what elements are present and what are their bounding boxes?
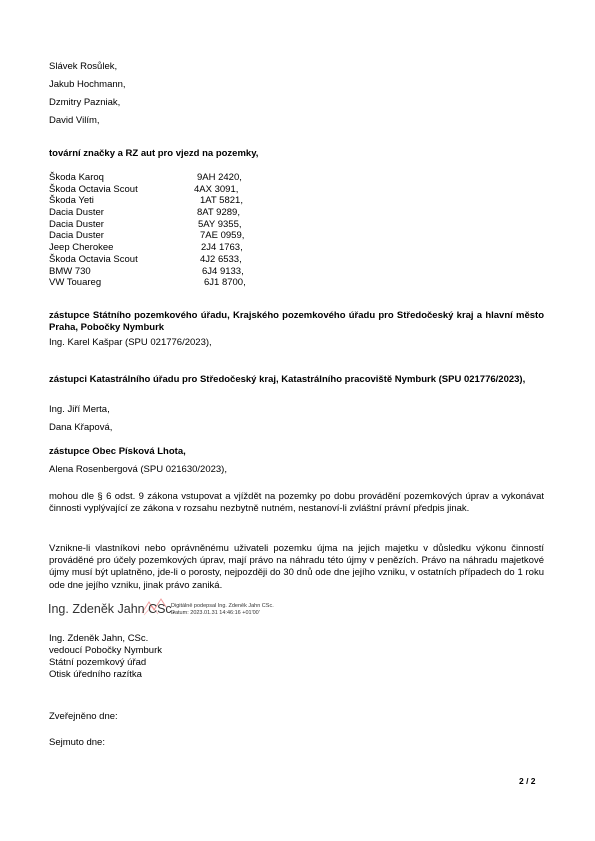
vehicle-plate: 1AT 5821,: [200, 195, 243, 207]
spu-person: Ing. Karel Kašpar (SPU 021776/2023),: [49, 337, 212, 348]
signature-info-line: Datum: 2023.01.31 14:46:16 +01'00': [171, 610, 260, 616]
vehicle-plate: 4AX 3091,: [194, 183, 239, 195]
katastr-person: Ing. Jiří Merta,: [49, 404, 110, 415]
vehicle-plate: 8AT 9289,: [197, 207, 240, 219]
vehicle-plate: 4J2 6533,: [200, 253, 242, 265]
obec-person: Alena Rosenbergová (SPU 021630/2023),: [49, 464, 227, 475]
removed-label: Sejmuto dne:: [49, 737, 105, 748]
vehicle-model: Jeep Cherokee: [49, 242, 114, 254]
vehicle-plate: 6J1 8700,: [204, 277, 246, 289]
vehicle-model: Škoda Karoq: [49, 172, 104, 183]
katastr-heading: zástupci Katastrálního úřadu pro Středočeský kraj, Katastrálního pracoviště Nymburk (SPU 021776/2023),: [49, 374, 526, 385]
spu-heading: zástupce Státního pozemkového úřadu, Krajského pozemkového úřadu pro Středočeský kraj a hlavní město Praha, Pobočky Nymburk: [49, 310, 544, 334]
signatory-role: vedoucí Pobočky Nymburk: [49, 645, 162, 656]
vehicle-model: VW Touareg: [49, 277, 102, 289]
vehicle-model: BMW 730: [49, 265, 91, 277]
published-label: Zveřejněno dne:: [49, 711, 118, 722]
paragraph-compensation: Vznikne-li vlastníkovi nebo oprávněnému uživateli pozemku újma na jejich majetku v důsledku výkonu činností prováděné pro účely pozemkových úprav, mají právo na náhradu této újmy v penězích. Právo na náhradu majetkové újmy musí být uplatněno, jde-li o porosty, nejpozději do 30 dnů ode dne jejího vzniku, v ostatních případech do 1 roku ode dne jejího vzniku, jinak právo zaniká.: [49, 543, 544, 591]
signatory-office: Státní pozemkový úřad: [49, 657, 147, 668]
vehicle-plate: 7AE 0959,: [200, 230, 245, 242]
person-name: Jakub Hochmann,: [49, 79, 126, 90]
katastr-person: Dana Křapová,: [49, 422, 113, 433]
digital-signature-name: Ing. Zdeněk Jahn CSc.: [48, 602, 176, 616]
person-name: Dzmitry Pazniak,: [49, 97, 121, 108]
obec-heading: zástupce Obec Písková Lhota,: [49, 446, 186, 457]
vehicle-plate: 2J4 1763,: [201, 242, 243, 254]
vehicle-model: Dacia Duster: [49, 230, 104, 242]
stamp-label: Otisk úředního razítka: [49, 669, 142, 680]
signatory-name: Ing. Zdeněk Jahn, CSc.: [49, 633, 149, 644]
vehicle-model: Škoda Octavia Scout: [49, 183, 138, 195]
vehicle-model: Škoda Octavia Scout: [49, 253, 138, 265]
person-name: Slávek Rosůlek,: [49, 61, 118, 72]
page-number: 2 / 2: [519, 776, 536, 786]
vehicle-plate: 6J4 9133,: [202, 265, 244, 277]
vehicle-plate: 5AY 9355,: [198, 218, 242, 230]
digital-signature-info: [171, 603, 274, 617]
vehicle-model: Škoda Yeti: [49, 195, 94, 207]
vehicle-plate: 9AH 2420,: [197, 172, 242, 183]
person-name: David Vilím,: [49, 115, 100, 126]
vehicle-model: Dacia Duster: [49, 218, 104, 230]
paragraph-access: mohou dle § 6 odst. 9 zákona vstupovat a vjíždět na pozemky po dobu provádění pozemkových úprav a vykonávat činnosti vyplývající ze zákona v rozsahu nezbytně nutném, nestanoví-li zvláštní právní předpis jinak.: [49, 491, 544, 515]
vehicle-model: Dacia Duster: [49, 207, 104, 219]
vehicles-heading: tovární značky a RZ aut pro vjezd na pozemky,: [49, 148, 259, 159]
signature-info-line: Digitálně podepsal Ing. Zdeněk Jahn CSc.: [171, 603, 274, 609]
